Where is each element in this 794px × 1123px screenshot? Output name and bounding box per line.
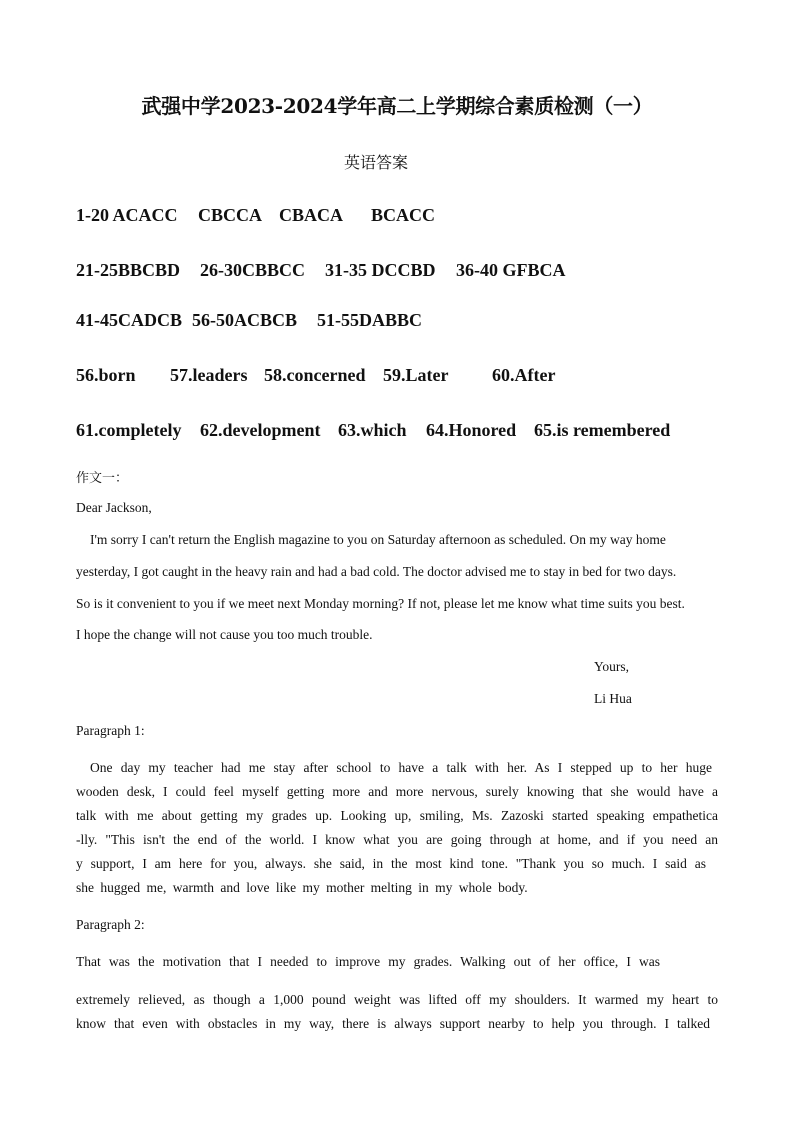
subtitle: 英语答案	[343, 153, 408, 172]
answer-group: 56-50ACBCB	[192, 310, 298, 330]
paragraph1-line: she hugged me, warmth and love like my mother melting in my whole body.	[76, 880, 528, 895]
answer-group: 59.Later	[383, 365, 449, 385]
answer-group: 62.development	[200, 420, 321, 440]
answer-group: CBCCA	[198, 205, 263, 225]
answer-group: 65.is remembered	[534, 420, 671, 440]
answer-group: 51-55DABBC	[317, 310, 423, 330]
answer-group: 56.born	[76, 365, 136, 385]
paragraph2-line: extremely relieved, as though a 1,000 pound weight was lifted off my shoulders. It warmed my heart to	[76, 992, 718, 1007]
paragraph1-line: One day my teacher had me stay after school to have a talk with her. As I stepped up to her huge	[90, 760, 712, 775]
answer-group: 57.leaders	[170, 365, 248, 385]
paragraph1-line: -lly. "This isn't the end of the world. I know what you are going through at home, and if you need an	[76, 832, 718, 847]
letter-signature: Li Hua	[594, 691, 632, 706]
answer-group: 60.After	[492, 365, 556, 385]
essay1-heading: 作文一：	[76, 471, 129, 486]
paragraph1-line: wooden desk, I could feel myself getting more and more nervous, surely knowing that she would have a	[76, 784, 718, 799]
answer-group: 64.Honored	[426, 420, 517, 440]
answer-group: 31-35 DCCBD	[325, 260, 436, 280]
answer-group: 36-40 GFBCA	[456, 260, 566, 280]
letter-line: I'm sorry I can't return the English magazine to you on Saturday afternoon as scheduled. On my way home	[90, 532, 666, 547]
letter-line: I hope the change will not cause you too much trouble.	[76, 627, 373, 642]
answer-group: 1-20 ACACC	[76, 205, 178, 225]
answer-group: BCACC	[371, 205, 436, 225]
paragraph1-line: talk with me about getting my grades up. Looking up, smiling, Ms. Zazoski started speaking empathetica	[76, 808, 718, 823]
letter-closing: Yours,	[594, 659, 630, 674]
paragraph2-line: know that even with obstacles in my way, there is always support nearby to help you through. I talked	[76, 1016, 710, 1031]
paragraph1-line: y support, I am here for you, always. she said, in the most kind tone. "Thank you so much. I said as	[76, 856, 706, 871]
letter-line: yesterday, I got caught in the heavy rain and had a bad cold. The doctor advised me to stay in bed for two days.	[76, 564, 677, 579]
answer-group: 21-25BBCBD	[76, 260, 181, 280]
letter-line: So is it convenient to you if we meet next Monday morning? If not, please let me know what time suits you best.	[76, 596, 685, 611]
answer-group: CBACA	[279, 205, 344, 225]
answer-group: 63.which	[338, 420, 407, 440]
answer-group: 58.concerned	[264, 365, 366, 385]
answer-group: 41-45CADCB	[76, 310, 182, 330]
paragraph2-heading: Paragraph 2:	[76, 917, 145, 932]
answer-group: 26-30CBBCC	[200, 260, 306, 280]
answer-group: 61.completely	[76, 420, 182, 440]
paragraph1-heading: Paragraph 1:	[76, 723, 145, 738]
paragraph2-line: That was the motivation that I needed to improve my grades. Walking out of her office, I was	[76, 954, 660, 969]
letter-greeting: Dear Jackson,	[76, 500, 152, 515]
page-title: 武强中学2023-2024学年高二上学期综合素质检测（一）	[141, 94, 653, 118]
